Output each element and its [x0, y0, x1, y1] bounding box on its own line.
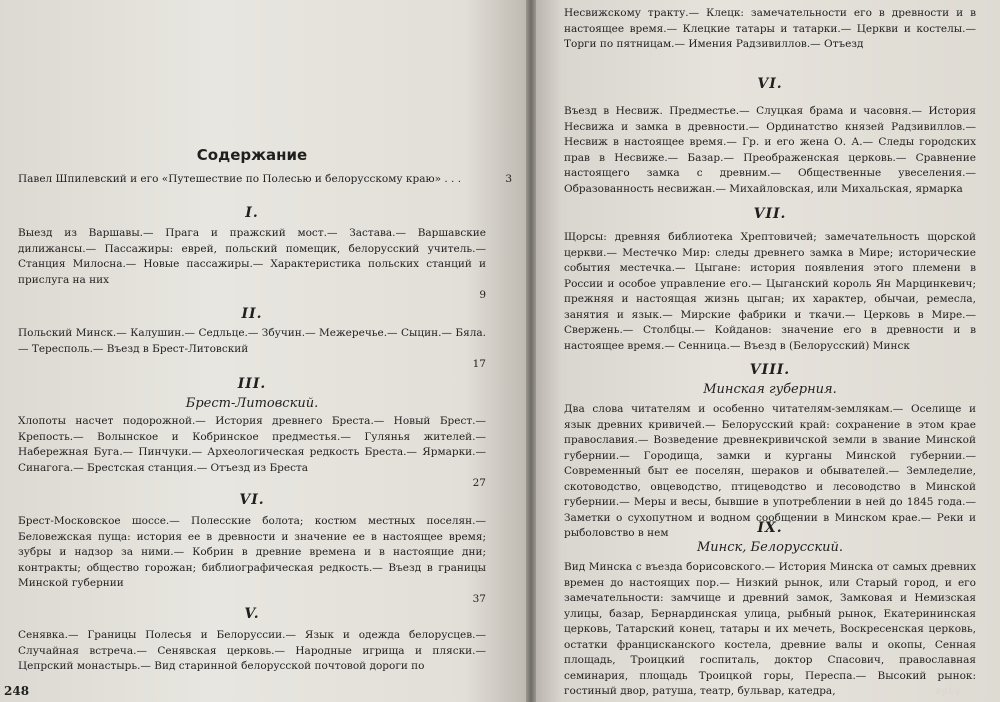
section-entry [564, 230, 976, 354]
section-entry [564, 104, 976, 197]
intro-entry [18, 172, 512, 188]
intro-text: Павел Шпилевский и его «Путешествие по Полесью и белорусскому краю» . . . [18, 173, 462, 185]
section-text: Вид Минска с въезда борисовского.— История Минска от самых древних времен до настоящих пор.— Низкий рынок, или Старый город, и его замечательности: замчище и древний замок, Замковая и Немизская улицы, базар, Бернардинская улица, рыбный рынок, Екатерининская церковь, Татарский конец, татары и их мечеть, Воскресенская церковь, остатки францисканского костела, древние валы и окопы, Сенная площадь, Троицкий госпиталь, доктор Спасович, православная семинария, площадь Троицкой горы, Переспа.— Высокий рынок: гостиный двор, ратуша, театр, бульвар, катедра, [564, 561, 976, 697]
section-text: Сенявка.— Границы Полесья и Белоруссии.— Язык и одежда белорусцев.— Случайная встреча.— Сенявская церковь.— Народные игрища и пляски.— Цепрский монастырь.— Вид старинной белорусской почтовой дороги по [18, 629, 486, 672]
section-numeral: V. [244, 606, 260, 622]
left-column [18, 0, 512, 672]
continuation-text: Несвижскому тракту.— Клецк: замечательности его в древности и в настоящее время.— Клецкие татары и татарки.— Церкви и костелы.— Торги по пятницам.— Имения Радзивиллов.— Отъезд [564, 7, 976, 50]
section-text: Брест-Московское шоссе.— Полесские болота; костюм местных поселян.— Беловежская пуща: история ее в древности и значение ее в настоящее время; зубры и надзор за ними.— Кобрин в древние времена и в настоящие дни; контракты; общество горожан; библиографическая редкость.— Въезд в границы Минской губернии [18, 515, 486, 589]
section-text: Польский Минск.— Калушин.— Седльце.— Збучин.— Межеречье.— Сыцин.— Бяла.— Тересполь.— Въезд в Брест-Литовский [18, 327, 486, 355]
watermark: ay.by [935, 686, 962, 697]
section-text: Выезд из Варшавы.— Прага и пражский мост.— Застава.— Варшавские дилижансы.— Пассажиры: еврей, польский помещик, белорусский учитель.— Станция Милосна.— Новые пассажиры.— Характеристика польских станций и прислуга на них [18, 227, 486, 286]
intro-page-number: 3 [505, 173, 512, 185]
section-text: Хлопоты насчет подорожной.— История древнего Бреста.— Новый Брест.— Крепость.— Волынское и Кобринское предместья.— Гулянья жителей.— Набережная Буга.— Пинчуки.— Археологическая редкость Бреста.— Ярмарки.— Синагога.— Брестская станция.— Отъезд из Бреста [18, 415, 486, 474]
section-entry [18, 514, 486, 607]
continuation-entry [564, 6, 976, 53]
section-page-number: 27 [472, 477, 486, 489]
section-title: Минск, Белорусский. [697, 540, 843, 555]
section-entry [18, 226, 486, 304]
section-numeral: I. [245, 205, 259, 221]
section-entry [18, 326, 486, 373]
section-entry [18, 628, 486, 675]
section-title: Брест-Литовский. [185, 396, 319, 411]
section-numeral: IX. [757, 520, 783, 536]
page-folio: 248 [4, 684, 30, 698]
section-title: Минская губерния. [703, 382, 837, 397]
section-text: Два слова читателям и особенно читателям-землякам.— Оселище и язык древних кривичей.— Белорусский край: сохранение в этом крае православия.— Возведение древнекривичской земли в звание Минской губернии.— Городища, замки и курганы Минской губернии.— Современный быт ее поселян, шераков и обывателей.— Земледелие, скотоводство, овцеводство, птицеводство и лесоводство в Минской губернии.— Меры и весы, бывшие в употреблении в ней до 1845 года.— Заметки о сухопутном и водном сообщении в Минском крае.— Реки и рыболовство в нем [564, 403, 976, 539]
section-numeral: VI. [757, 76, 783, 92]
section-entry [18, 414, 486, 492]
contents-heading: Содержание [196, 146, 308, 164]
section-page-number: 37 [472, 592, 486, 605]
section-numeral: III. [237, 376, 267, 392]
section-page-number: 9 [479, 289, 486, 301]
section-text: Щорсы: древняя библиотека Хрептовичей; замечательность щорской церкви.— Местечко Мир: следы древнего замка в Мире; исторические события местечка.— Цыгане: история появления этого племени в России и особое управление его.— Цыганский король Ян Марцинкевич; прежняя и настоящая жизнь цыган; их характер, обычаи, ремесла, занятия и язык.— Мирские фабрики и ткачи.— Церковь в Мире.— Свержень.— Столбцы.— Койданов: значение его в древности и в настоящее время.— Сенница.— Въезд в (Белорусский) Минск [564, 231, 976, 352]
section-entry [564, 560, 976, 700]
section-numeral: II. [241, 306, 263, 322]
section-numeral: VII. [753, 206, 787, 222]
section-numeral: VI. [239, 492, 265, 508]
section-page-number: 17 [472, 358, 486, 370]
book-gutter [526, 0, 536, 702]
section-text: Въезд в Несвиж. Предместье.— Слуцкая брама и часовня.— История Несвижа и замка в древности.— Ординатство князей Радзивиллов.— Несвиж в настоящее время.— Гр. и его жена О. А.— Следы городских прав в Несвиже.— Базар.— Преображенская церковь.— Сравнение настоящего замка с древним.— Общественные увеселения.— Образованность несвижан.— Михайловская, или Михальская, ярмарка [564, 105, 976, 195]
section-numeral: VIII. [749, 362, 791, 378]
